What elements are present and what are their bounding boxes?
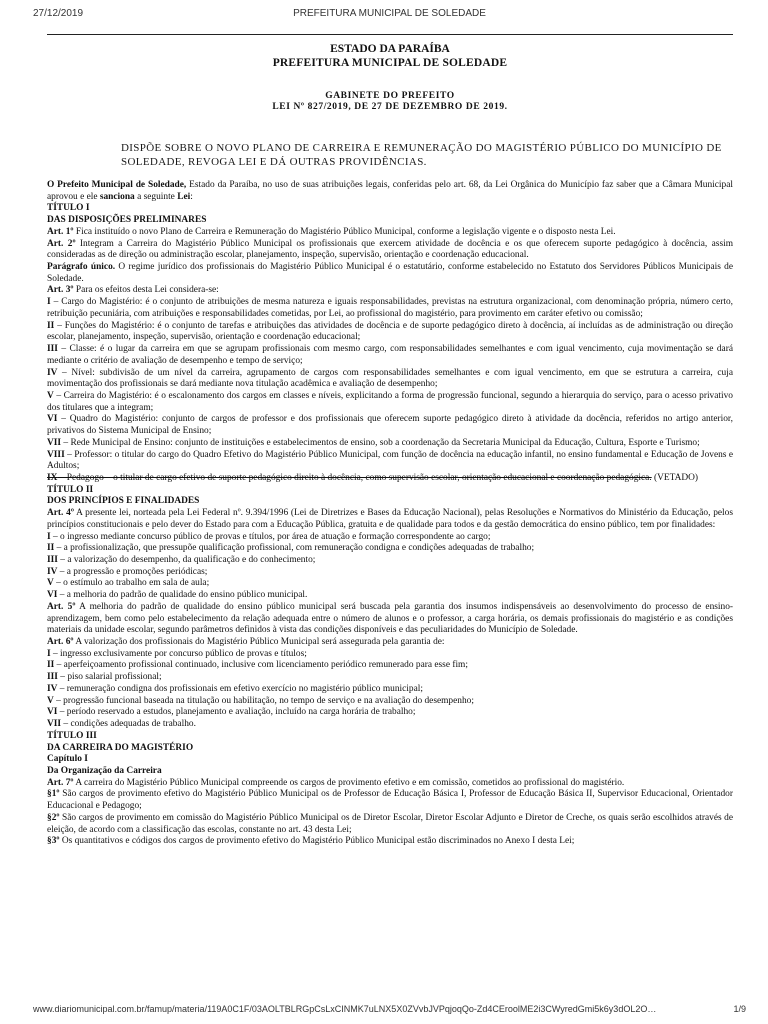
article-text: A valorização dos profissionais do Magistério Público Municipal será assegurada pela garantia de: <box>73 637 445 648</box>
clause <box>47 344 733 367</box>
clause-text: – Professor: o titular do cargo do Quadro Efetivo do Magistério Público Municipal, com função de docência na educação infantil, no ensino fundamental e Educação de Jovens e Adultos; <box>47 449 733 472</box>
clause-text: – período reservado a estudos, planejamento e avaliação, incluído na carga horária de trabalho; <box>57 707 416 718</box>
heading-divider <box>47 34 733 35</box>
gabinete-heading: GABINETE DO PREFEITO <box>325 91 455 101</box>
clause <box>47 660 733 672</box>
vetoed-note: (VETADO) <box>651 472 699 483</box>
state-heading: ESTADO DA PARAÍBA <box>330 43 450 55</box>
clause-label: IX <box>47 472 58 483</box>
vetoed-clause <box>47 473 733 485</box>
clause-label: II <box>47 660 55 671</box>
article <box>47 285 733 297</box>
clause-label: II <box>47 320 55 331</box>
article-text: Fica instituído o novo Plano de Carreira e Remuneração do Magistério Público Municipal, conforme a legislação vigente e o disposto nesta Lei. <box>73 226 616 237</box>
clause-label: VI <box>47 414 58 425</box>
page-number: 1/9 <box>733 1004 746 1014</box>
paragraph <box>47 789 733 812</box>
title-heading <box>47 485 733 497</box>
clause-label: IV <box>47 683 58 694</box>
lei-word: Lei <box>177 191 191 202</box>
page-url: www.diariomunicipal.com.br/famup/materia/119A0C1F/03AOLTBLRGpCsLxCINMK7uLNX5X0ZVvbJVPqjoqQo-Zd4CEroolME2i3CWyredGmi5k6y3dOL2O… <box>33 1004 657 1014</box>
chapter-name <box>47 766 733 778</box>
clause-label: V <box>47 578 54 589</box>
clause-label: I <box>47 531 51 542</box>
clause-text: – a valorização do desempenho, da qualificação e do conhecimento; <box>57 555 316 565</box>
vetoed-text: – Pedagogo – o titular de cargo efetivo de suporte pedagógico direito à docência, como supervisão escolar, orientação educacional e coordenação pedagógica. <box>57 472 652 483</box>
clause <box>47 707 733 719</box>
print-date: 27/12/2019 <box>33 8 84 19</box>
clause <box>47 543 733 555</box>
sanciona-word: sanciona <box>99 191 135 202</box>
article <box>47 239 733 262</box>
clause-text: – Classe: é o lugar da carreira em que se agrupam profissionais com mesmo cargo, com responsabilidades semelhantes e com igual vencimento, cuja movimentação se dará mediante o critério de avaliação de desempenho e tempo de serviço; <box>47 344 733 366</box>
title-name-text: DA CARREIRA DO MAGISTÉRIO <box>47 742 194 753</box>
clause <box>47 672 733 684</box>
article-label: Art. 4º <box>47 508 74 519</box>
clause <box>47 555 733 567</box>
print-title: PREFEITURA MUNICIPAL DE SOLEDADE <box>293 8 486 19</box>
browser-print-header <box>33 8 746 22</box>
intro-colon: : <box>190 191 193 202</box>
clause-text: – o ingresso mediante concurso público de provas e títulos, por área de atuação e formação correspondente ao cargo; <box>50 531 491 542</box>
prefeitura-heading: PREFEITURA MUNICIPAL DE SOLEDADE <box>272 57 508 69</box>
clause <box>47 578 733 590</box>
paragraph-label: Parágrafo único. <box>47 262 116 273</box>
paragraph-label: §3º <box>47 836 60 847</box>
clause <box>47 368 733 391</box>
chapter-name-text: Da Organização da Carreira <box>47 765 162 776</box>
clause <box>47 590 733 602</box>
clause-text: – Rede Municipal de Ensino: conjunto de instituições e estabelecimentos de ensino, sob a coordenação da Secretaria Municipal da Educação, Cultura, Esporte e Turismo; <box>61 437 700 448</box>
article <box>47 778 733 790</box>
paragraph-text: Os quantitativos e códigos dos cargos de provimento efetivo do Magistério Público Municipal estão discriminados no Anexo I desta Lei; <box>59 836 575 847</box>
law-body <box>47 180 733 848</box>
clause-label: IV <box>47 367 58 378</box>
article <box>47 508 733 531</box>
paragraph-label: §2º <box>47 812 60 823</box>
paragraph <box>47 813 733 836</box>
law-number-heading: LEI Nº 827/2019, DE 27 DE DEZEMBRO DE 2019. <box>272 102 508 112</box>
title-name <box>47 496 733 508</box>
article-label: Art. 3º <box>47 285 74 296</box>
clause-text: – Cargo do Magistério: é o conjunto de atribuições de mesma natureza e iguais responsabilidades, previstas na estrutura organizacional, com denominação própria, número certo, retribuição pecuniária, com atribuições e responsabilidades cometidas, por Lei, ao profissional do magistério, para provimento em caráter efetivo ou comissão; <box>47 297 733 319</box>
paragraph-label: §1º <box>47 789 60 800</box>
clause-label: I <box>47 648 51 659</box>
clause-label: VIII <box>47 449 65 460</box>
clause-text: – Funções do Magistério: é o conjunto de tarefas e atribuições das atividades de docência e de suporte pedagógico direto à docência, aí incluídas as de administração ou direção escolar, planejamento, inspeção, supervisão, orientação e coordenação educacional; <box>47 320 733 343</box>
article <box>47 602 733 637</box>
clause-label: VII <box>47 719 62 730</box>
intro-text: Estado da Paraíba, no uso de suas atribuições legais, conferidas pelo art. 68, da Lei Orgânica do Município faz saber que a Câmara Municipal aprovou e ele <box>47 180 733 202</box>
clause-text: – aperfeiçoamento profissional continuado, inclusive com licenciamento periódico remunerado para esse fim; <box>54 660 468 671</box>
clause-label: I <box>47 297 51 308</box>
article-text: Integram a Carreira do Magistério Público Municipal os profissionais que exercem atividade de docência e os que oferecem suporte pedagógico à docência, assim consideradas as de direção ou administração escolar, planejamento, inspeção, supervisão, orientação e coordenação educacional. <box>47 238 733 261</box>
clause-text: – remuneração condigna dos profissionais em efetivo exercício no magistério público municipal; <box>57 683 423 694</box>
clause-text: – ingresso exclusivamente por concurso público de provas e títulos; <box>50 648 307 659</box>
clause-text: – Nível: subdivisão de um nível da carreira, agrupamento de cargos com responsabilidades semelhantes e com igual vencimento, em que se estrutura a carreira, cuja movimentação dos profissionais se dará mediante nova titulação acadêmica e avaliação de desempenho; <box>47 367 733 390</box>
law-summary: DISPÕE SOBRE O NOVO PLANO DE CARREIRA E REMUNERAÇÃO DO MAGISTÉRIO PÚBLICO DO MUNICÍPIO DE SOLEDADE, REVOGA LEI E DÁ OUTRAS PROVIDÊNCIAS. <box>121 142 722 168</box>
chapter-label: Capítulo I <box>47 754 88 765</box>
clause <box>47 321 733 344</box>
clause-label: III <box>47 344 58 355</box>
article-label: Art. 5º <box>47 601 76 612</box>
title-heading <box>47 731 733 743</box>
vetoed-clause-body <box>47 473 652 483</box>
clause-label: III <box>47 672 58 683</box>
title-name <box>47 215 733 227</box>
clause <box>47 391 733 414</box>
clause-text: – a progressão e promoções periódicas; <box>57 566 208 577</box>
clause-text: – a profissionalização, que pressupõe qualificação profissional, com remuneração condigna e condições adequadas de trabalho; <box>54 543 535 554</box>
clause-label: VI <box>47 707 58 718</box>
clause <box>47 450 733 473</box>
clause-label: II <box>47 543 55 554</box>
clause <box>47 719 733 731</box>
article-label: Art. 7º <box>47 777 74 788</box>
clause-label: VI <box>47 590 58 601</box>
clause <box>47 532 733 544</box>
article-label: Art. 6º <box>47 637 74 648</box>
paragraph-text: São cargos de provimento efetivo do Magistério Público Municipal os de Professor de Educação Básica I, Professor de Educação Básica II, Supervisor Educacional, Orientador Educacional e Pedagogo; <box>47 789 733 812</box>
paragraph-text: O regime jurídico dos profissionais do Magistério Público Municipal é o estatutário, conforme estabelecido no Estatuto dos Servidores Públicos Municipais de Soledade. <box>47 262 733 284</box>
intro-text-2: a seguinte <box>134 191 178 202</box>
article-label: Art. 2º <box>47 238 76 249</box>
paragraph <box>47 836 733 848</box>
clause-text: – o estímulo ao trabalho em sala de aula; <box>53 578 210 589</box>
article-text: Para os efeitos desta Lei considera-se: <box>73 285 219 296</box>
title-label: TÍTULO II <box>47 484 94 495</box>
clause-text: – piso salarial profissional; <box>57 672 162 683</box>
title-name <box>47 743 733 755</box>
title-label: TÍTULO III <box>47 730 97 741</box>
article <box>47 637 733 649</box>
paragraph-text: São cargos de provimento em comissão do Magistério Público Municipal os de Diretor Escolar, Diretor Escolar Adjunto e Diretor de Creche, os quais serão escolhidos através de eleição, de acordo com a classificação das escolas, constante no art. 43 desta Lei; <box>47 812 733 835</box>
clause <box>47 567 733 579</box>
clause-text: – condições adequadas de trabalho. <box>61 719 196 730</box>
clause <box>47 297 733 320</box>
clause-label: III <box>47 555 58 565</box>
mayor-label: O Prefeito Municipal de Soledade, <box>47 180 187 190</box>
chapter-heading <box>47 754 733 766</box>
article-label: Art. 1º <box>47 226 74 237</box>
title-name-text: DAS DISPOSIÇÕES PRELIMINARES <box>47 215 207 226</box>
clause <box>47 696 733 708</box>
intro-paragraph <box>47 180 733 203</box>
clause-label: V <box>47 390 54 401</box>
clause-text: – progressão funcional baseada na titulação ou habilitação, no tempo de serviço e na avaliação do desempenho; <box>53 695 474 706</box>
clause <box>47 438 733 450</box>
clause <box>47 414 733 437</box>
paragraph <box>47 262 733 285</box>
article-text: A melhoria do padrão de qualidade do ensino público municipal será buscada pela garantia dos insumos indispensáveis ao desenvolvimento do processo de ensino-aprendizagem, bem como pelo estabelecimento da relação adequada entre o número de alunos e o professor, a carga horária, os demais profissionais do magistério e as condições materiais da unidade escolar, segundo parâmetros definidos à vista das condições disponíveis e das peculiaridades do Município de Soledade. <box>47 601 734 636</box>
title-label: TÍTULO I <box>47 203 90 214</box>
clause-label: V <box>47 695 54 706</box>
title-name-text: DOS PRINCÍPIOS E FINALIDADES <box>47 496 200 507</box>
clause <box>47 684 733 696</box>
clause <box>47 649 733 661</box>
article-text: A carreira do Magistério Público Municipal compreende os cargos de provimento efetivo e em comissão, cometidos ao profissional do magistério. <box>73 777 625 788</box>
clause-text: – Carreira do Magistério: é o escalonamento dos cargos em classes e níveis, explicitando a forma de progressão funcional, segundo a hierarquia do serviço, para o acesso privativo dos titulares que a integram; <box>47 390 733 413</box>
title-heading <box>47 203 733 215</box>
clause-label: VII <box>47 437 62 448</box>
article-text: A presente lei, norteada pela Lei Federal nº. 9.394/1996 (Lei de Diretrizes e Bases da Educação Nacional), pelas Resoluções e Normativos do Ministério da Educação, pelos princípios constitucionais e pelo dever do Estado para com a Educação Pública, gratuita e de qualidade para todos e da gestão democrática do ensino público, tem por finalidades: <box>47 508 733 530</box>
clause-label: IV <box>47 566 58 577</box>
article <box>47 227 733 239</box>
clause-text: – Quadro do Magistério: conjunto de cargos de professor e dos profissionais que oferecem suporte pedagógico direto à atividade da docência, referidos no artigo anterior, privativos do Sistema Municipal de Ensino; <box>47 414 733 437</box>
clause-text: – a melhoria do padrão de qualidade do ensino público municipal. <box>57 590 308 601</box>
